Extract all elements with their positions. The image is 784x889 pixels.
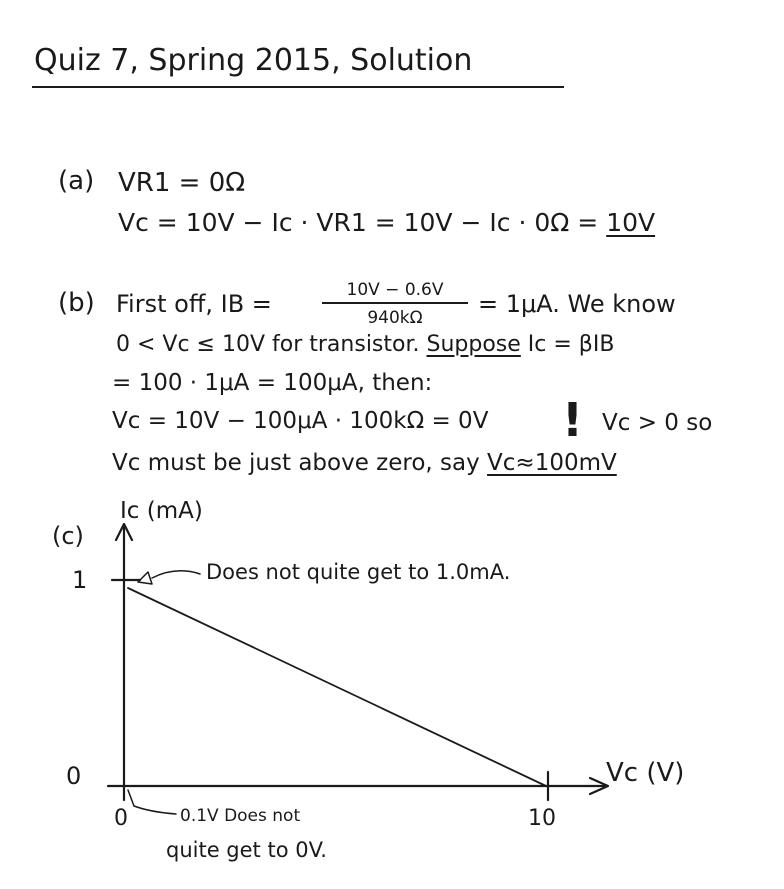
part-b-line2-suffix: Ic = βIB bbox=[527, 332, 615, 357]
ib-fraction-numerator: 10V − 0.6V bbox=[346, 280, 444, 300]
part-a-label: (a) bbox=[58, 166, 95, 196]
part-a-line1: VR1 = 0Ω bbox=[118, 168, 246, 198]
part-b-line1-suffix: = 1μA. We know bbox=[478, 290, 676, 318]
top-marker bbox=[138, 572, 152, 584]
annotation-bottom-pointer bbox=[128, 790, 176, 814]
part-b-line1-prefix: First off, IB = bbox=[116, 290, 272, 318]
x-tick-label-0: 0 bbox=[114, 806, 128, 831]
part-b-line4: Vc = 10V − 100μA · 100kΩ = 0V bbox=[112, 408, 489, 434]
part-c-label: (c) bbox=[52, 522, 84, 550]
y-axis-label: Ic (mA) bbox=[120, 498, 203, 524]
load-line bbox=[128, 588, 546, 786]
part-a-equation: Vc = 10V − Ic · VR1 = 10V − Ic · 0Ω = bbox=[118, 208, 607, 237]
part-b-line5-answer: Vc≈100mV bbox=[487, 450, 617, 476]
part-b-line4-suffix: Vc > 0 so bbox=[602, 410, 713, 436]
y-tick-label-1: 1 bbox=[72, 566, 88, 594]
ib-fraction-denominator: 940kΩ bbox=[367, 308, 423, 328]
part-b-line3: = 100 · 1μA = 100μA, then: bbox=[112, 370, 433, 396]
exclamation-mark: ! bbox=[562, 393, 583, 447]
part-b-line5-prefix: Vc must be just above zero, say bbox=[112, 450, 480, 476]
annotation-bottom-line1: 0.1V Does not bbox=[180, 806, 301, 826]
annotation-top: Does not quite get to 1.0mA. bbox=[206, 560, 511, 584]
x-axis-label: Vc (V) bbox=[606, 758, 685, 788]
page-title: Quiz 7, Spring 2015, Solution bbox=[34, 43, 473, 78]
part-a-answer: 10V bbox=[606, 208, 656, 237]
y-tick-label-0: 0 bbox=[66, 762, 82, 790]
part-b-line2-prefix: 0 < Vc ≤ 10V for transistor. bbox=[116, 332, 420, 357]
part-b-suppose: Suppose bbox=[426, 332, 521, 357]
x-tick-label-10: 10 bbox=[528, 806, 556, 831]
annotation-top-pointer bbox=[152, 571, 200, 578]
part-b-label: (b) bbox=[58, 288, 95, 318]
annotation-bottom-line2: quite get to 0V. bbox=[166, 838, 327, 862]
